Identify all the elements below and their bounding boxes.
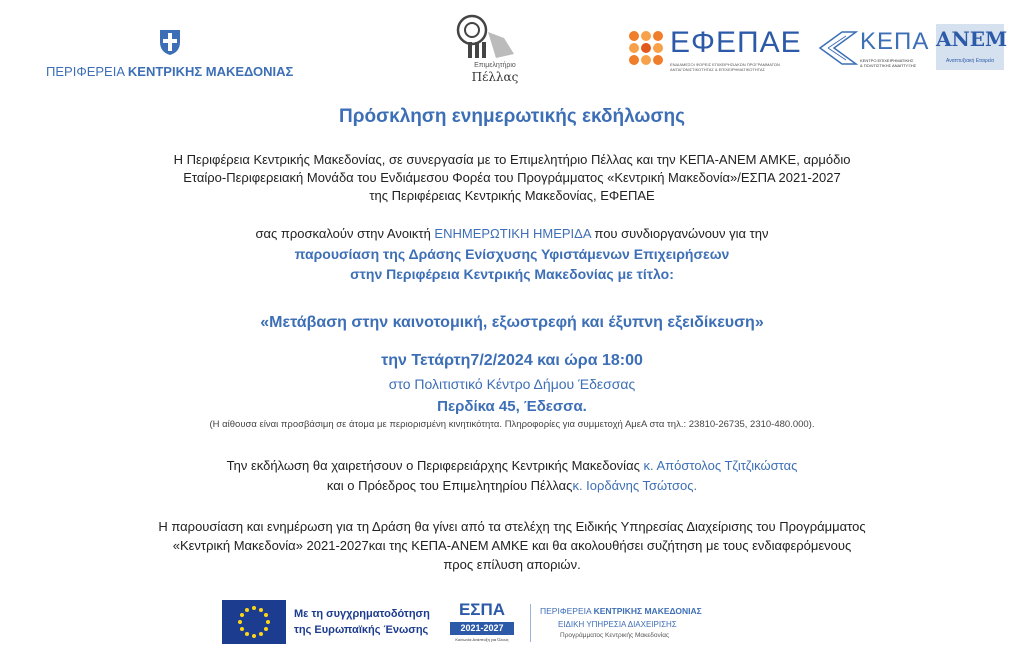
espa-sub: Κοινωνία Ανάπτυξη για Όλους — [455, 637, 509, 642]
chamber-emblem-icon — [448, 12, 518, 62]
access-note: (Η αίθουσα είναι προσβάσιμη σε άτομα με περιορισμένη κινητικότητα. Πληροφορίες για συμμετοχή ΑμεΑ στα τηλ.: 23810-26735, 2310-480.000). — [209, 419, 815, 430]
greeting-line-1 — [0, 458, 1024, 473]
kepa-chevron-icon — [818, 30, 858, 66]
pkm-line-2: ΕΙΔΙΚΗ ΥΠΗΡΕΣΙΑ ΔΙΑΧΕΙΡΙΣΗΣ — [558, 620, 677, 629]
pkm-line-1-bold: ΚΕΝΤΡΙΚΗΣ ΜΑΚΕΔΟΝΙΑΣ — [593, 606, 702, 616]
chamber-logo-small: Επιμελητήριο — [474, 62, 516, 69]
efepae-dots-icon — [628, 30, 664, 66]
anem-logo-sub: Αναπτυξιακή Εταιρεία — [945, 58, 995, 64]
kepa-logo-sub1: ΚΕΝΤΡΟ ΕΠΙΧΕΙΡΗΜΑΤΙΚΗΣ — [860, 58, 914, 63]
invite-pre: σας προσκαλούν στην Ανοικτή — [255, 226, 435, 241]
closing-line-3: προς επίλυση αποριών. — [443, 557, 581, 572]
espa-years: 2021-2027 — [450, 622, 514, 635]
governor-name: κ. Απόστολος Τζιτζικώστας — [643, 458, 798, 473]
pkm-line-1 — [540, 606, 702, 616]
intro-line-1: Η Περιφέρεια Κεντρικής Μακεδονίας, σε συνεργασία με το Επιμελητήριο Πέλλας και την ΚΕΠΑ-ΑΝΕΜ ΑΜΚΕ, αρμόδιο — [173, 152, 851, 167]
eu-flag-icon — [222, 600, 286, 644]
footer-divider — [530, 604, 531, 642]
managing-authority-logo — [540, 606, 740, 646]
efepae-logo-sub2: ΑΝΤΑΓΩΝΙΣΤΙΚΟΤΗΤΑΣ & ΕΠΙΧΕΙΡΗΜΑΤΙΚΟΤΗΤΑΣ — [670, 67, 765, 72]
anem-logo-name: ΑΝΕΜ — [936, 27, 1008, 51]
efepae-logo — [628, 26, 813, 74]
espa-name: ΕΣΠΑ — [458, 600, 506, 619]
efepae-logo-name: ΕΦΕΠΑΕ — [670, 26, 802, 59]
pkm-line-3: Προγράμματος Κεντρικής Μακεδονίας — [560, 632, 670, 639]
region-logo — [40, 28, 300, 80]
greeting-2-pre: και ο Πρόεδρος του Επιμελητηρίου Πέλλας — [326, 478, 573, 493]
greek-emblem-icon — [158, 28, 182, 56]
eu-line-1: Με τη συγχρηματοδότηση — [294, 608, 430, 620]
region-logo-name: ΚΕΝΤΡΙΚΗΣ ΜΑΚΕΔΟΝΙΑΣ — [127, 64, 294, 79]
eu-cofunding-logo — [222, 600, 442, 646]
presentation-line-1: παρουσίαση της Δράσης Ενίσχυσης Υφιστάμενων Επιχειρήσεων — [294, 246, 730, 262]
event-venue: στο Πολιτιστικό Κέντρο Δήμου Έδεσσας — [388, 376, 636, 392]
eu-line-2: της Ευρωπαϊκής Ένωσης — [294, 624, 429, 636]
espa-logo — [448, 600, 516, 646]
invite-highlight: ΕΝΗΜΕΡΩΤΙΚΗ ΗΜΕΡΙΔΑ — [434, 226, 591, 241]
closing-line-1: Η παρουσίαση και ενημέρωση για τη Δράση θα γίνει από τα στελέχη της Ειδικής Υπηρεσίας Διαχείρισης του Προγράμματος — [158, 519, 866, 534]
intro-line-2: Εταίρο-Περιφερειακή Μονάδα του Ενδιάμεσου Φορέα του Προγράμματος «Κεντρική Μακεδονία»/ΕΣΠΑ 2021-2027 — [183, 170, 841, 185]
kepa-logo — [818, 28, 930, 72]
chamber-president-name: κ. Ιορδάνης Τσώτσος. — [572, 478, 698, 493]
event-date: την Τετάρτη7/2/2024 και ώρα 18:00 — [381, 352, 643, 369]
anem-logo — [936, 24, 1008, 70]
intro-line-3: της Περιφέρειας Κεντρικής Μακεδονίας, ΕΦΕΠΑΕ — [369, 188, 655, 203]
event-address: Περδίκα 45, Έδεσσα. — [437, 398, 587, 415]
presentation-line-2: στην Περιφέρεια Κεντρικής Μακεδονίας με τίτλο: — [350, 266, 674, 282]
invite-post: που συνδιοργανώνουν για την — [590, 226, 769, 241]
chamber-logo-name: Πέλλας — [471, 70, 519, 84]
closing-line-2: «Κεντρική Μακεδονία» 2021-2027και της ΚΕΠΑ-ΑΝΕΜ ΑΜΚΕ και θα ακολουθήσει συζήτηση με τους ενδιαφερόμενους — [172, 538, 852, 553]
region-logo-prefix: ΠΕΡΙΦΕΡΕΙΑ — [46, 64, 125, 79]
greeting-1-pre: Την εκδήλωση θα χαιρετήσουν ο Περιφερειάρχης Κεντρικής Μακεδονίας — [226, 458, 644, 473]
kepa-logo-name: ΚΕΠΑ — [860, 28, 930, 55]
kepa-logo-sub2: & ΠΟΛΙΤΙΣΤΙΚΗΣ ΑΝΑΠΤΥΞΗΣ — [860, 63, 917, 68]
invite-line — [0, 226, 1024, 241]
efepae-logo-sub1: ΕΝΔΙΑΜΕΣΟΙ ΦΟΡΕΙΣ ΕΠΙΧΕΙΡΗΣΙΑΚΩΝ ΠΡΟΓΡΑΜΜΑΤΩΝ — [670, 62, 780, 67]
greeting-line-2 — [0, 478, 1024, 493]
chamber-logo — [440, 12, 530, 84]
page-title: Πρόσκληση ενημερωτικής εκδήλωσης — [339, 106, 685, 127]
pkm-line-1-pre: ΠΕΡΙΦΕΡΕΙΑ — [540, 606, 594, 616]
action-title: «Μετάβαση στην καινοτομική, εξωστρεφή και έξυπνη εξειδίκευση» — [260, 314, 764, 331]
